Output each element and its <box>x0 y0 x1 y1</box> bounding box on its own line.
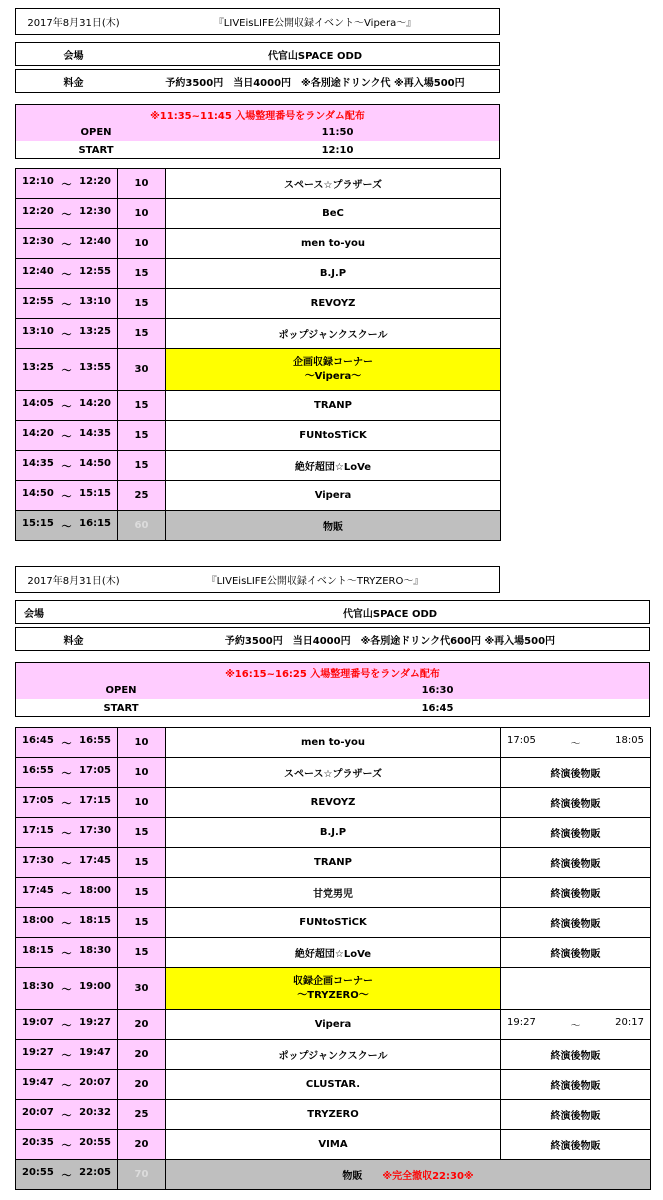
act-name: TRANP <box>166 391 501 421</box>
merch-sales: 終演後物販 <box>501 818 651 848</box>
start-time: 14:50 <box>22 488 54 499</box>
act-name: 物販 <box>166 511 501 541</box>
time-range <box>16 169 118 199</box>
duration: 15 <box>118 391 166 421</box>
schedule-row <box>16 451 501 481</box>
event-1-fee-row <box>15 69 500 93</box>
time-range <box>16 968 118 1010</box>
act-name: 絶好超団☆LoVe <box>166 451 501 481</box>
duration: 20 <box>118 1040 166 1070</box>
act-line-2: ～Vipera～ <box>304 370 362 382</box>
act-name: men to-you <box>166 229 501 259</box>
start-time: 14:35 <box>22 458 54 469</box>
time-separator: ～ <box>61 180 72 191</box>
time-range <box>16 289 118 319</box>
end-time: 22:05 <box>79 1167 111 1178</box>
duration: 15 <box>118 908 166 938</box>
start-time: 20:07 <box>22 1107 54 1118</box>
schedule-row <box>16 259 501 289</box>
act-line-1: 物販 <box>342 1171 363 1182</box>
end-time: 12:55 <box>79 266 111 277</box>
event-2-venue-row <box>15 600 650 624</box>
event-1-open-label: OPEN <box>80 126 112 138</box>
schedule-row <box>16 938 651 968</box>
act-name: Vipera <box>166 481 501 511</box>
schedule-row <box>16 511 501 541</box>
duration: 15 <box>118 938 166 968</box>
time-separator: ～ <box>61 1081 72 1092</box>
sales-end: 18:05 <box>615 735 644 746</box>
act-line-1: 収録企画コーナー <box>293 975 373 987</box>
start-time: 18:00 <box>22 915 54 926</box>
time-range <box>16 421 118 451</box>
start-time: 12:55 <box>22 296 54 307</box>
merch-sales <box>501 1010 651 1040</box>
merch-sales <box>501 728 651 758</box>
act-name <box>166 1160 651 1190</box>
time-separator: ～ <box>61 1141 72 1152</box>
schedule-row <box>16 1100 651 1130</box>
act-name: CLUSTAR. <box>166 1070 501 1100</box>
event-2-start-time: 16:45 <box>421 702 454 714</box>
merch-sales: 終演後物販 <box>501 1100 651 1130</box>
act-name: FUNtoSTiCK <box>166 421 501 451</box>
duration: 25 <box>118 481 166 511</box>
event-2-title-row <box>15 566 500 593</box>
end-time: 16:55 <box>79 735 111 746</box>
merch-sales: 終演後物販 <box>501 878 651 908</box>
act-note: ※完全撤収22:30※ <box>382 1171 474 1182</box>
time-separator: ～ <box>61 210 72 221</box>
time-separator: ～ <box>61 769 72 780</box>
time-range <box>16 1010 118 1040</box>
time-range <box>16 848 118 878</box>
time-range <box>16 818 118 848</box>
time-separator: ～ <box>61 1051 72 1062</box>
act-name: VIMA <box>166 1130 501 1160</box>
schedule-row <box>16 349 501 391</box>
time-separator: ～ <box>61 919 72 930</box>
act-line-1: 企画収録コーナー <box>293 356 373 368</box>
act-name: ポップジャンクスクール <box>166 319 501 349</box>
start-time: 16:55 <box>22 765 54 776</box>
event-1-fee: 予約3500円 当日4000円 ※各別途ドリンク代 ※再入場500円 <box>165 77 465 89</box>
duration: 15 <box>118 818 166 848</box>
time-range <box>16 481 118 511</box>
event-1-venue-row <box>15 42 500 66</box>
event-2-fee-label: 料金 <box>63 635 84 647</box>
start-time: 18:15 <box>22 945 54 956</box>
duration: 10 <box>118 169 166 199</box>
duration: 10 <box>118 229 166 259</box>
schedule-row <box>16 1070 651 1100</box>
time-range <box>16 938 118 968</box>
duration: 10 <box>118 728 166 758</box>
act-name: B.J.P <box>166 259 501 289</box>
end-time: 12:30 <box>79 206 111 217</box>
schedule-row <box>16 1160 651 1190</box>
schedule-row <box>16 1010 651 1040</box>
end-time: 19:27 <box>79 1017 111 1028</box>
duration: 70 <box>118 1160 166 1190</box>
end-time: 17:15 <box>79 795 111 806</box>
event-1-venue: 代官山SPACE ODD <box>267 50 363 62</box>
event-2-fee-row <box>15 627 650 651</box>
end-time: 12:20 <box>79 176 111 187</box>
act-name: B.J.P <box>166 818 501 848</box>
time-separator: ～ <box>61 829 72 840</box>
event-1-fee-label: 料金 <box>63 77 84 89</box>
schedule-row <box>16 908 651 938</box>
schedule-row <box>16 319 501 349</box>
time-separator: ～ <box>61 330 72 341</box>
event-2-venue-label: 会場 <box>24 608 44 620</box>
time-separator: ～ <box>61 859 72 870</box>
time-separator: ～ <box>61 300 72 311</box>
time-separator: ～ <box>61 432 72 443</box>
event-1-notice: ※11:35~11:45 入場整理番号をランダム配布 <box>150 110 365 122</box>
end-time: 14:50 <box>79 458 111 469</box>
time-range <box>16 349 118 391</box>
end-time: 16:15 <box>79 518 111 529</box>
duration: 15 <box>118 421 166 451</box>
end-time: 20:07 <box>79 1077 111 1088</box>
sales-start: 19:27 <box>507 1017 536 1028</box>
sales-separator: ～ <box>570 739 581 750</box>
schedule-row <box>16 758 651 788</box>
time-range <box>16 908 118 938</box>
act-name: ポップジャンクスクール <box>166 1040 501 1070</box>
end-time: 12:40 <box>79 236 111 247</box>
time-separator: ～ <box>61 889 72 900</box>
duration: 20 <box>118 1010 166 1040</box>
end-time: 19:00 <box>79 981 111 992</box>
end-time: 18:15 <box>79 915 111 926</box>
start-time: 12:40 <box>22 266 54 277</box>
schedule-row <box>16 199 501 229</box>
schedule-row <box>16 289 501 319</box>
schedule-row <box>16 788 651 818</box>
event-2-venue: 代官山SPACE ODD <box>342 608 438 620</box>
time-separator: ～ <box>61 799 72 810</box>
schedule-row <box>16 169 501 199</box>
time-range <box>16 1160 118 1190</box>
time-separator: ～ <box>61 985 72 996</box>
schedule-row <box>16 1130 651 1160</box>
time-separator: ～ <box>61 1171 72 1182</box>
event-2-title: 『LIVEisLIFE公開収録イベント～TRYZERO～』 <box>206 576 424 587</box>
start-time: 12:20 <box>22 206 54 217</box>
event-1-start-label: START <box>78 144 114 156</box>
start-time: 19:27 <box>22 1047 54 1058</box>
event-1-date: 2017年8月31日(木) <box>27 18 120 29</box>
time-separator: ～ <box>61 739 72 750</box>
duration: 10 <box>118 788 166 818</box>
end-time: 19:47 <box>79 1047 111 1058</box>
start-time: 12:30 <box>22 236 54 247</box>
act-name: REVOYZ <box>166 289 501 319</box>
schedule-row <box>16 421 501 451</box>
time-range <box>16 1130 118 1160</box>
start-time: 19:07 <box>22 1017 54 1028</box>
start-time: 17:05 <box>22 795 54 806</box>
end-time: 15:15 <box>79 488 111 499</box>
event-2-notice: ※16:15~16:25 入場整理番号をランダム配布 <box>225 668 440 680</box>
merch-sales: 終演後物販 <box>501 1130 651 1160</box>
schedule-row <box>16 878 651 908</box>
schedule-row <box>16 728 651 758</box>
start-time: 15:15 <box>22 518 54 529</box>
time-range <box>16 1040 118 1070</box>
end-time: 13:25 <box>79 326 111 337</box>
time-range <box>16 1100 118 1130</box>
time-range <box>16 319 118 349</box>
end-time: 18:30 <box>79 945 111 956</box>
time-range <box>16 758 118 788</box>
time-separator: ～ <box>61 366 72 377</box>
time-range <box>16 878 118 908</box>
start-time: 13:10 <box>22 326 54 337</box>
act-name: スペース☆プラザーズ <box>166 758 501 788</box>
event-2-fee: 予約3500円 当日4000円 ※各別途ドリンク代600円 ※再入場500円 <box>224 635 556 647</box>
event-1-venue-label: 会場 <box>63 50 84 62</box>
merch-sales: 終演後物販 <box>501 1070 651 1100</box>
event-2-open-label: OPEN <box>105 684 137 696</box>
event-2-start-label: START <box>103 702 139 714</box>
event-1-title-row <box>15 8 500 35</box>
time-separator: ～ <box>61 240 72 251</box>
merch-sales: 終演後物販 <box>501 938 651 968</box>
merch-sales: 終演後物販 <box>501 758 651 788</box>
time-range <box>16 391 118 421</box>
merch-sales: 終演後物販 <box>501 848 651 878</box>
end-time: 13:10 <box>79 296 111 307</box>
schedule-row <box>16 818 651 848</box>
end-time: 14:35 <box>79 428 111 439</box>
end-time: 14:20 <box>79 398 111 409</box>
event-1-schedule-table <box>15 168 501 541</box>
time-range <box>16 511 118 541</box>
duration: 30 <box>118 968 166 1010</box>
time-separator: ～ <box>61 492 72 503</box>
act-name <box>166 349 501 391</box>
act-name: TRANP <box>166 848 501 878</box>
time-range <box>16 199 118 229</box>
sales-separator: ～ <box>570 1021 581 1032</box>
act-name: スペース☆プラザーズ <box>166 169 501 199</box>
time-separator: ～ <box>61 1111 72 1122</box>
time-separator: ～ <box>61 949 72 960</box>
start-time: 18:30 <box>22 981 54 992</box>
act-name: 絶好超団☆LoVe <box>166 938 501 968</box>
start-time: 17:15 <box>22 825 54 836</box>
duration: 30 <box>118 349 166 391</box>
start-time: 17:30 <box>22 855 54 866</box>
time-range <box>16 259 118 289</box>
event-1-title: 『LIVEisLIFE公開収録イベント～Vipera～』 <box>213 18 417 29</box>
time-range <box>16 451 118 481</box>
act-name <box>166 968 501 1010</box>
start-time: 14:20 <box>22 428 54 439</box>
schedule-row <box>16 848 651 878</box>
duration: 15 <box>118 289 166 319</box>
event-2-open-time: 16:30 <box>421 684 454 696</box>
time-separator: ～ <box>61 522 72 533</box>
end-time: 20:32 <box>79 1107 111 1118</box>
act-name: Vipera <box>166 1010 501 1040</box>
schedule-row <box>16 481 501 511</box>
act-name: 甘党男児 <box>166 878 501 908</box>
event-1-start-time: 12:10 <box>321 144 354 156</box>
duration: 60 <box>118 511 166 541</box>
time-range <box>16 788 118 818</box>
time-separator: ～ <box>61 402 72 413</box>
duration: 15 <box>118 259 166 289</box>
start-time: 19:47 <box>22 1077 54 1088</box>
event-2-schedule-table <box>15 727 651 1190</box>
time-separator: ～ <box>61 270 72 281</box>
duration: 15 <box>118 451 166 481</box>
start-time: 16:45 <box>22 735 54 746</box>
end-time: 20:55 <box>79 1137 111 1148</box>
time-separator: ～ <box>61 1021 72 1032</box>
duration: 15 <box>118 319 166 349</box>
start-time: 17:45 <box>22 885 54 896</box>
schedule-row <box>16 1040 651 1070</box>
event-2-door-box <box>15 662 650 717</box>
time-range <box>16 229 118 259</box>
schedule-row <box>16 968 651 1010</box>
time-range <box>16 728 118 758</box>
duration: 20 <box>118 1070 166 1100</box>
act-line-2: ～TRYZERO～ <box>297 989 369 1001</box>
sales-end: 20:17 <box>615 1017 644 1028</box>
end-time: 17:05 <box>79 765 111 776</box>
end-time: 18:00 <box>79 885 111 896</box>
merch-sales <box>501 968 651 1010</box>
start-time: 20:55 <box>22 1167 54 1178</box>
schedule-row <box>16 391 501 421</box>
duration: 25 <box>118 1100 166 1130</box>
end-time: 17:45 <box>79 855 111 866</box>
event-1-open-time: 11:50 <box>321 126 354 138</box>
start-time: 20:35 <box>22 1137 54 1148</box>
time-range <box>16 1070 118 1100</box>
end-time: 17:30 <box>79 825 111 836</box>
start-time: 13:25 <box>22 362 54 373</box>
merch-sales: 終演後物販 <box>501 788 651 818</box>
start-time: 12:10 <box>22 176 54 187</box>
schedule-row <box>16 229 501 259</box>
act-name: men to-you <box>166 728 501 758</box>
start-time: 14:05 <box>22 398 54 409</box>
duration: 15 <box>118 848 166 878</box>
act-name: FUNtoSTiCK <box>166 908 501 938</box>
act-name: REVOYZ <box>166 788 501 818</box>
duration: 10 <box>118 199 166 229</box>
time-separator: ～ <box>61 462 72 473</box>
end-time: 13:55 <box>79 362 111 373</box>
merch-sales: 終演後物販 <box>501 908 651 938</box>
act-name: TRYZERO <box>166 1100 501 1130</box>
sales-start: 17:05 <box>507 735 536 746</box>
merch-sales: 終演後物販 <box>501 1040 651 1070</box>
event-1-door-box <box>15 104 500 159</box>
duration: 20 <box>118 1130 166 1160</box>
act-name: BeC <box>166 199 501 229</box>
duration: 15 <box>118 878 166 908</box>
duration: 10 <box>118 758 166 788</box>
event-2-date: 2017年8月31日(木) <box>27 576 120 587</box>
